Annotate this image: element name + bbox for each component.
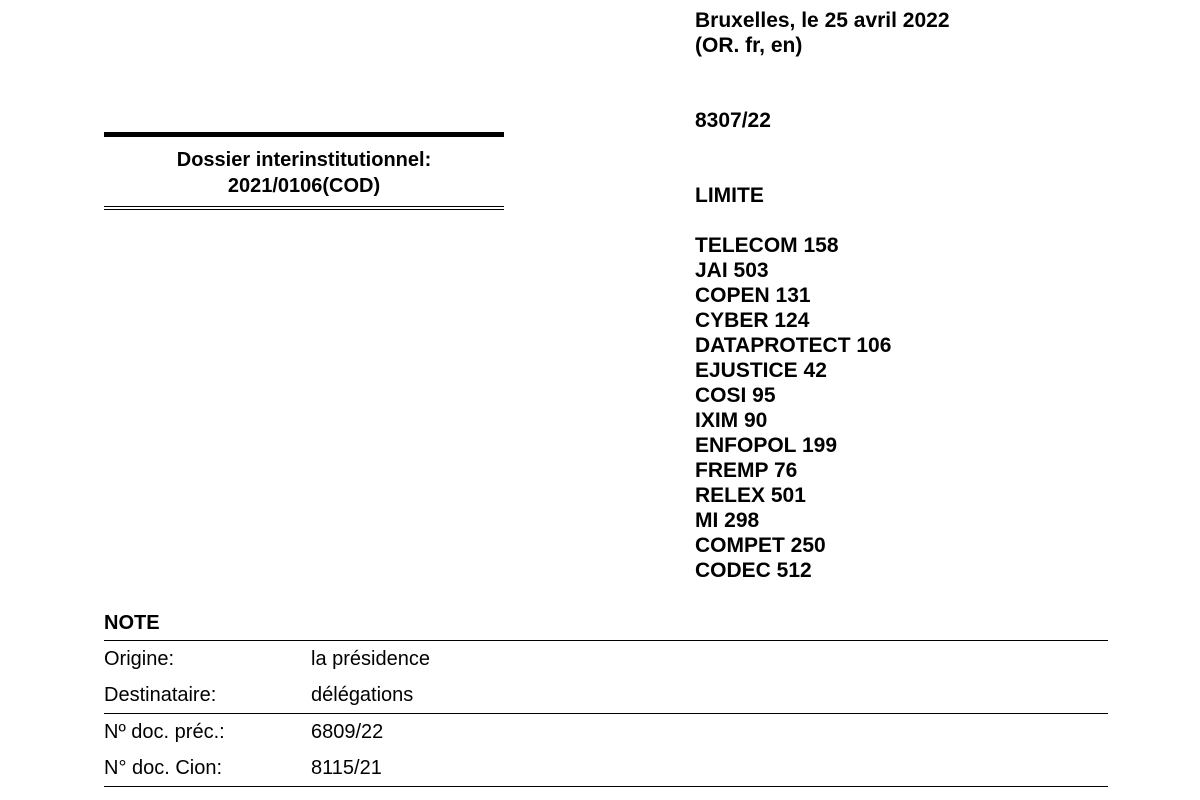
dossier-block — [104, 132, 504, 210]
document-date: Bruxelles, le 25 avril 2022 — [695, 9, 950, 32]
subject-code: DATAPROTECT 106 — [695, 334, 892, 357]
note-row-commission-doc — [104, 750, 1108, 786]
subject-code: FREMP 76 — [695, 459, 798, 482]
subject-code: COMPET 250 — [695, 534, 826, 557]
note-row-label: Destinataire: — [104, 684, 217, 706]
subject-codes — [695, 233, 891, 583]
note-row-value: délégations — [311, 684, 414, 706]
dossier-text — [104, 137, 504, 204]
note-row-value: 8115/21 — [311, 757, 382, 779]
date-block — [695, 8, 950, 58]
original-languages: (OR. fr, en) — [695, 34, 803, 57]
classification-label: LIMITE — [695, 184, 764, 207]
subject-code: COPEN 131 — [695, 284, 811, 307]
subject-code: COSI 95 — [695, 384, 776, 407]
subject-code: EJUSTICE 42 — [695, 359, 827, 382]
subject-code: JAI 503 — [695, 259, 769, 282]
dossier-bottom-rule — [104, 206, 504, 210]
subject-code: CYBER 124 — [695, 309, 810, 332]
dossier-number: 2021/0106(COD) — [227, 175, 381, 197]
subject-code: RELEX 501 — [695, 484, 806, 507]
note-row-label: Origine: — [104, 648, 175, 670]
note-row-label: N° doc. Cion: — [104, 757, 223, 779]
document-number: 8307/22 — [695, 109, 771, 132]
note-table — [104, 610, 1108, 787]
subject-code: CODEC 512 — [695, 559, 812, 582]
note-row-value: la présidence — [311, 648, 430, 670]
subject-code: IXIM 90 — [695, 409, 768, 432]
note-row-recipient — [104, 677, 1108, 713]
note-row-origin — [104, 641, 1108, 677]
dossier-label: Dossier interinstitutionnel: — [176, 149, 432, 171]
note-row-previous-doc — [104, 714, 1108, 750]
subject-code: TELECOM 158 — [695, 234, 839, 257]
subject-code: MI 298 — [695, 509, 760, 532]
note-title: NOTE — [104, 610, 1108, 641]
subject-code: ENFOPOL 199 — [695, 434, 837, 457]
note-separator — [104, 786, 1108, 787]
note-row-value: 6809/22 — [311, 721, 384, 743]
note-row-label: Nº doc. préc.: — [104, 721, 225, 743]
